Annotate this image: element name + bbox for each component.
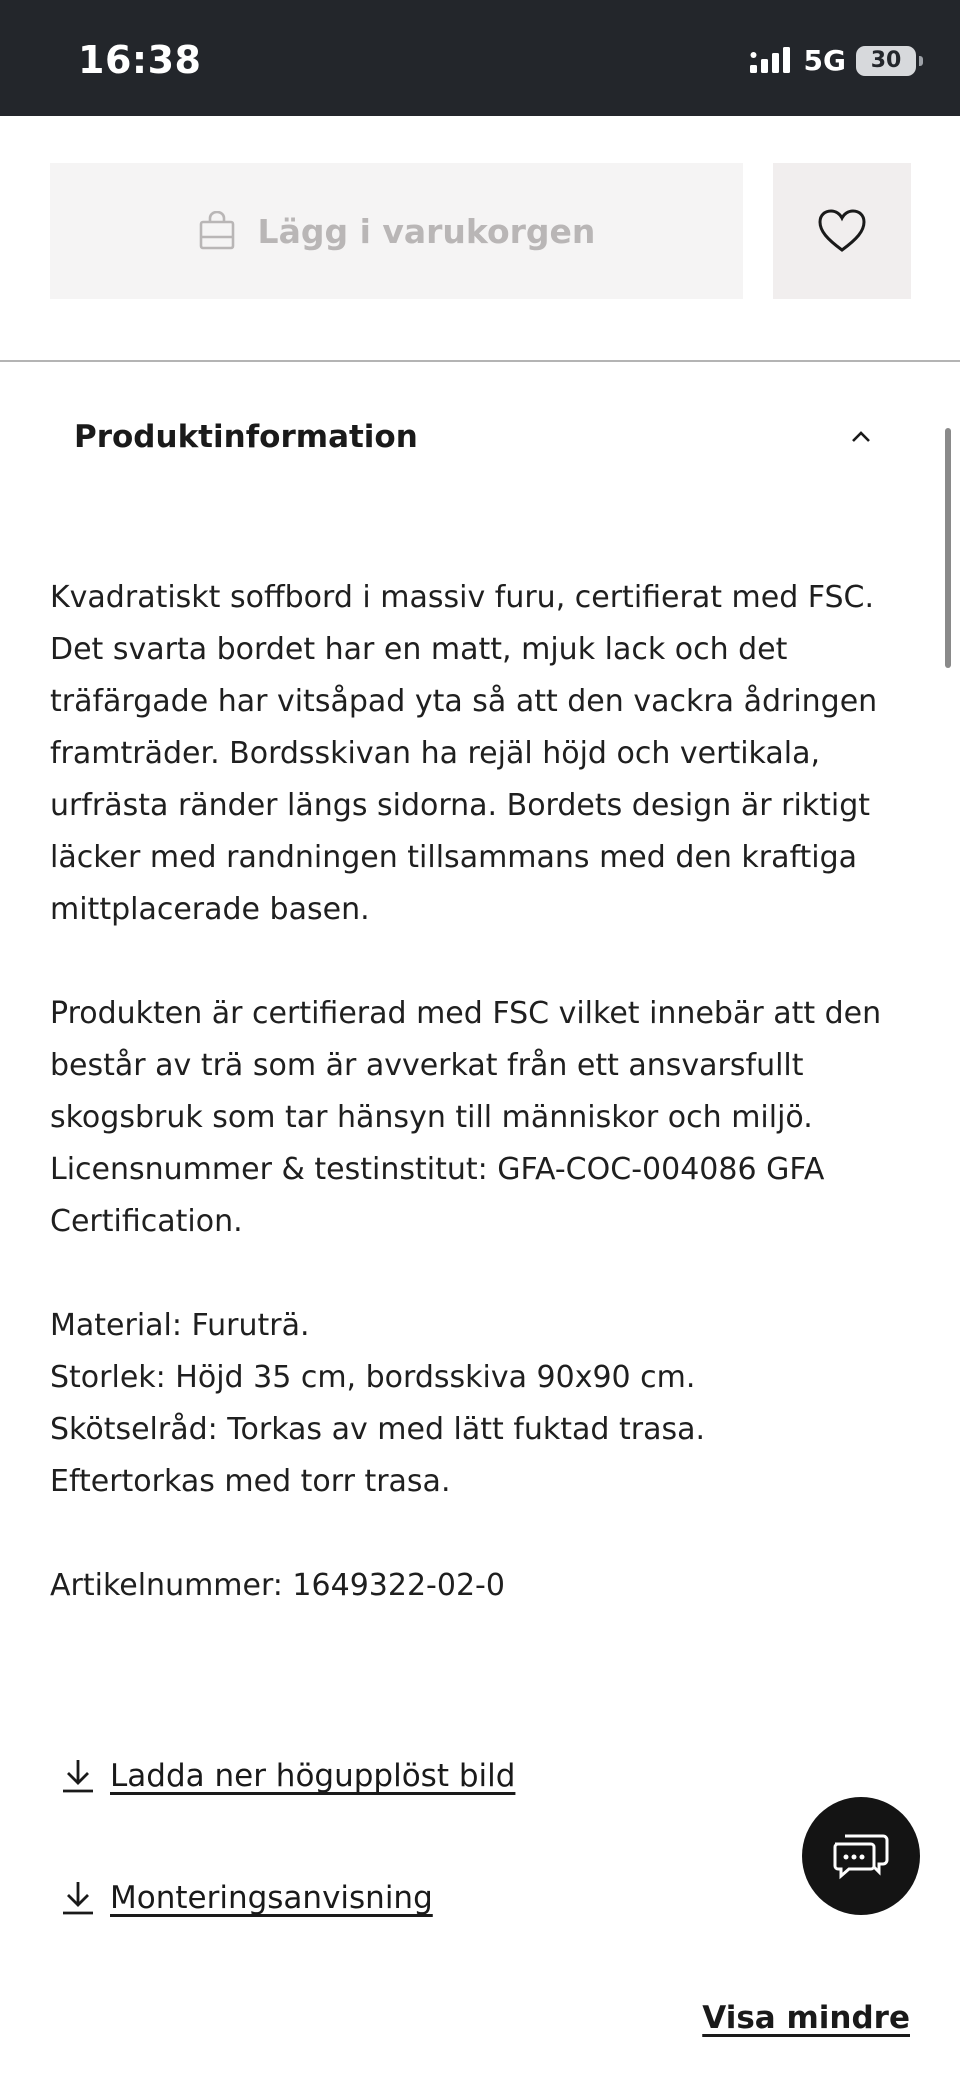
signal-icon: [750, 45, 794, 77]
certification-text: Produkten är certifierad med FSC vilket innebär att den består av trä som är avverkat från ett ansvarsfullt skogsbruk som tar hänsyn till människor och miljö.: [50, 996, 882, 1135]
chat-button[interactable]: [802, 1797, 920, 1915]
heart-icon: [817, 208, 867, 254]
product-info-accordion-header[interactable]: [74, 410, 874, 464]
download-icon: [60, 1757, 96, 1795]
chat-bubble-icon: [831, 1830, 891, 1882]
wishlist-button[interactable]: [773, 163, 911, 299]
size-text: Storlek: Höjd 35 cm, bordsskiva 90x90 cm.: [50, 1360, 696, 1395]
show-less-link[interactable]: Visa mindre: [702, 2000, 910, 2036]
scrollbar-thumb[interactable]: [945, 428, 951, 668]
battery-icon: [856, 46, 916, 76]
network-type: 5G: [803, 44, 846, 77]
battery-tip: [919, 56, 923, 66]
status-indicators: [750, 44, 916, 77]
status-time: 16:38: [78, 38, 202, 82]
chevron-up-icon[interactable]: [848, 428, 874, 446]
assembly-instructions-label: Monteringsanvisning: [110, 1880, 433, 1916]
section-divider: [0, 360, 960, 362]
assembly-instructions-link[interactable]: [60, 1879, 433, 1917]
product-description: Kvadratiskt soffbord i massiv furu, certifierat med FSC. Det svarta bordet har en matt, mjuk lack och det träfärgade har vitsåpad yta så att den vackra ådringen framträder. Bordsskivan ha rejäl höjd och vertikala, urfrästa ränder längs sidorna. Bordets design är riktigt läcker med randningen tillsammans med den kraftiga mittplacerade basen.: [50, 580, 878, 927]
product-info-content: [50, 572, 920, 1612]
download-icon: [60, 1879, 96, 1917]
shopping-bag-icon: [198, 211, 236, 251]
material-text: Material: Furuträ.: [50, 1308, 310, 1343]
add-to-cart-button[interactable]: [50, 163, 743, 299]
care-text: Skötselråd: Torkas av med lätt fuktad trasa.: [50, 1412, 706, 1447]
care-text-2: Eftertorkas med torr trasa.: [50, 1464, 451, 1499]
download-image-label: Ladda ner högupplöst bild: [110, 1758, 516, 1794]
license-text: Licensnummer & testinstitut: GFA-COC-004086 GFA Certification.: [50, 1152, 825, 1239]
add-to-cart-label: Lägg i varukorgen: [257, 211, 596, 251]
article-number: Artikelnummer: 1649322-02-0: [50, 1568, 505, 1603]
section-title: Produktinformation: [74, 419, 418, 455]
download-image-link[interactable]: [60, 1757, 515, 1795]
battery-level: 30: [870, 48, 902, 73]
status-bar: [0, 0, 960, 116]
